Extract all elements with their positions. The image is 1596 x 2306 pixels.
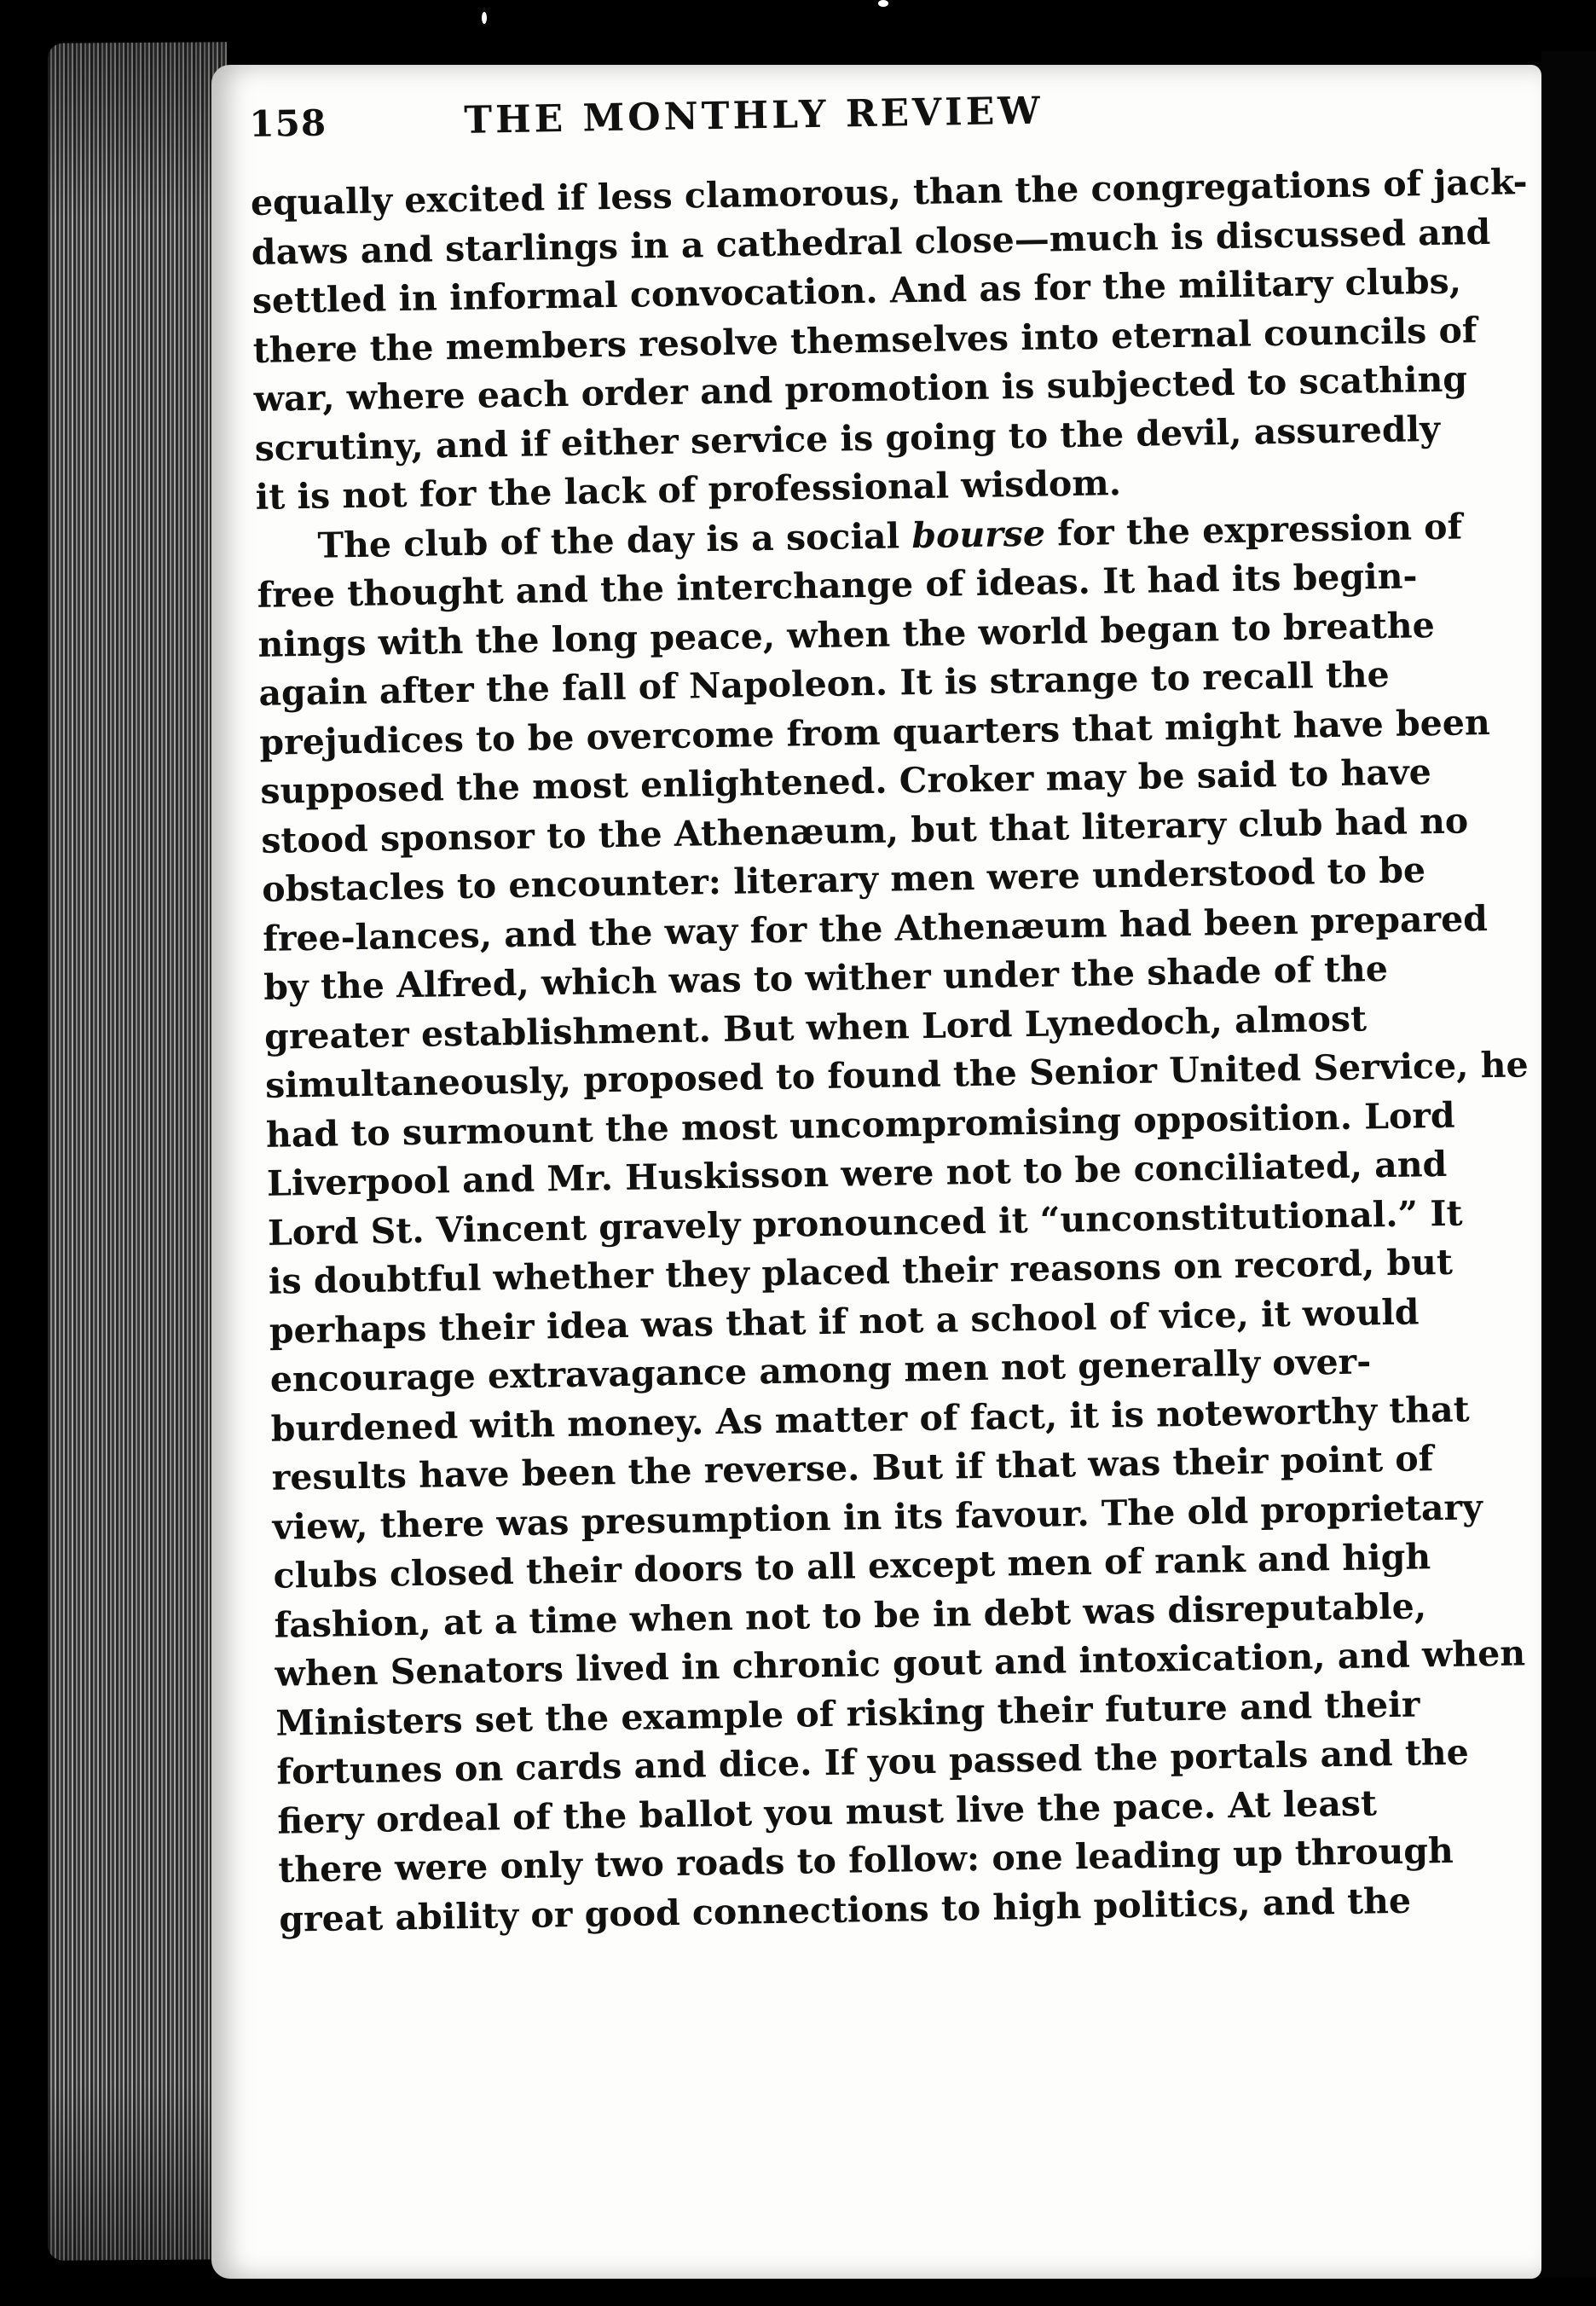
text-line: war, where each order and promotion is subjected to scathing <box>253 358 1468 420</box>
scan-speck <box>878 0 888 7</box>
text-line: greater establishment. But when Lord Lynedoch, almost <box>263 997 1368 1057</box>
text-line: Lord St. Vincent gravely pronounced it “unconstitutional.” It <box>267 1192 1463 1254</box>
text-line: perhaps their idea was that if not a school of vice, it would <box>269 1290 1420 1352</box>
text-line: nings with the long peace, when the world began to breathe <box>257 604 1436 665</box>
text-line: scrutiny, and if either service is going to the devil, assuredly <box>254 408 1441 469</box>
scan-specks <box>0 0 1596 34</box>
text-line: when Senators lived in chronic gout and intoxication, and when <box>275 1632 1526 1695</box>
text-line: free-lances, and the way for the Athenæum had been prepared <box>262 897 1489 959</box>
journal-title: THE MONTHLY REVIEW <box>463 89 1044 142</box>
book-page-edges <box>48 42 227 2260</box>
page-number: 158 <box>249 101 327 145</box>
text-line-paragraph-end: it is not for the lack of professional wisdom. <box>255 462 1122 518</box>
text-line: great ability or good connections to high politics, and the <box>278 1880 1412 1940</box>
text-run: for the expression of <box>1044 505 1463 554</box>
text-line: clubs closed their doors to all except men of rank and high <box>273 1536 1431 1596</box>
text-line: simultaneously, proposed to found the Senior United Service, he <box>264 1044 1529 1106</box>
italic-word: bourse <box>911 513 1046 556</box>
text-line: had to surmount the most uncompromising opposition. Lord <box>265 1094 1455 1156</box>
text-line: prejudices to be overcome from quarters that might have been <box>259 701 1491 763</box>
text-line: by the Alfred, which was to wither under the shade of the <box>263 947 1389 1008</box>
facing-page-edge <box>1541 51 1596 2277</box>
text-line: equally excited if less clamorous, than the congregations of jack- <box>250 161 1528 223</box>
body-text <box>250 161 1529 1944</box>
text-line: supposed the most enlightened. Croker may be said to have <box>259 751 1432 812</box>
text-line: results have been the reverse. But if that was their point of <box>271 1438 1434 1498</box>
text-line: is doubtful whether they placed their reasons on record, but <box>268 1241 1454 1302</box>
text-line: free thought and the interchange of ideas. It had its begin- <box>257 555 1418 616</box>
text-run: The club of the day is a social <box>317 514 912 566</box>
text-line: settled in informal convocation. And as for the military clubs, <box>252 260 1462 322</box>
text-line: obstacles to encounter: literary men were understood to be <box>261 849 1426 910</box>
text-line: daws and starlings in a cathedral close—much is discussed and <box>251 211 1491 273</box>
text-line: Liverpool and Mr. Huskisson were not to be conciliated, and <box>266 1143 1448 1204</box>
text-line: view, there was presumption in its favour. The old proprietary <box>272 1486 1483 1548</box>
text-line: there were only two roads to follow: one leading up through <box>277 1829 1454 1891</box>
text-line: Ministers set the example of risking their future and their <box>275 1683 1420 1744</box>
scan-speck <box>482 12 487 24</box>
text-line: fashion, at a time when not to be in debt was disreputable, <box>274 1585 1427 1646</box>
text-line: stood sponsor to the Athenæum, but that literary club had no <box>260 799 1469 861</box>
text-line: again after the fall of Napoleon. It is strange to recall the <box>258 653 1391 714</box>
text-line: fortunes on cards and dice. If you passed the portals and the <box>276 1731 1470 1793</box>
page-text-block <box>249 85 1529 1944</box>
text-line: there the members resolve themselves into eternal councils of <box>252 309 1477 371</box>
text-line: fiery ordeal of the ballot you must live the pace. At least <box>277 1782 1378 1842</box>
text-line: burdened with money. As matter of fact, it is noteworthy that <box>270 1388 1470 1450</box>
text-line: encourage extravagance among men not generally over- <box>269 1341 1372 1400</box>
